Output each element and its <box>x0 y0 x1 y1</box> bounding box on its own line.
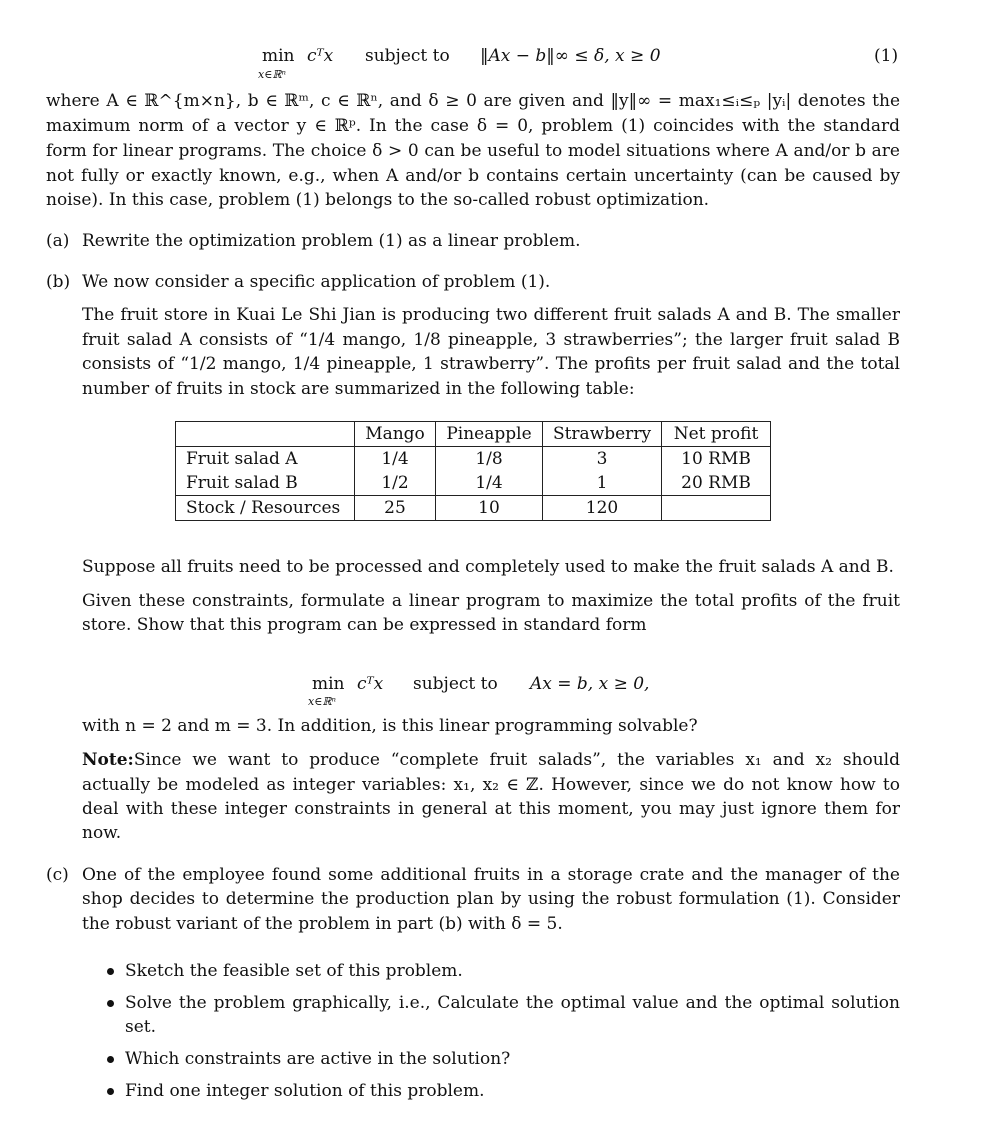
fruit-table <box>175 421 771 521</box>
part-b-label: (b) <box>46 272 71 292</box>
bullet-item: Find one integer solution of this problem. <box>125 1081 485 1101</box>
note-line: deal with these integer constraints in general at this moment, you may just ignore them for <box>82 799 900 819</box>
cell: 1/4 <box>436 471 543 496</box>
cell: 120 <box>543 496 662 521</box>
note-label: Note: <box>82 750 134 770</box>
bullet-icon <box>107 1056 114 1063</box>
min-subscript: x∈ℝⁿ <box>308 695 336 708</box>
bullet-icon <box>107 1000 114 1007</box>
cell: 20 RMB <box>662 471 771 496</box>
cell: 3 <box>543 447 662 472</box>
objective: cᵀx <box>357 674 384 694</box>
suppose-text: Suppose all fruits need to be processed and completely used to make the fruit salads A and B. <box>82 557 894 577</box>
min-subscript: x∈ℝⁿ <box>258 68 286 81</box>
row-label: Fruit salad A <box>176 447 355 472</box>
header-cell: Pineapple <box>436 422 543 447</box>
table-row <box>176 496 771 521</box>
constraint: ‖Ax − b‖∞ ≤ δ, x ≥ 0 <box>480 46 661 66</box>
note-line: now. <box>82 823 122 843</box>
intro-line: not fully or exactly known, e.g., when A and/or b contains certain uncertainty (can be caused by <box>46 166 900 186</box>
part-b-body-line: fruit salad A consists of “1/4 mango, 1/8 pineapple, 3 strawberries”; the larger fruit salad B <box>82 330 900 350</box>
constraint: Ax = b, x ≥ 0, <box>530 674 650 694</box>
with-text: with n = 2 and m = 3. In addition, is this linear programming solvable? <box>82 716 698 736</box>
intro-line: form for linear programs. The choice δ > 0 can be useful to model situations where A and/or b are <box>46 141 900 161</box>
bullet-item: Sketch the feasible set of this problem. <box>125 961 463 981</box>
cell: 1/4 <box>355 447 436 472</box>
given-line: store. Show that this program can be expressed in standard form <box>82 615 647 635</box>
row-label: Fruit salad B <box>176 471 355 496</box>
bullet-icon <box>107 1088 114 1095</box>
cell: 25 <box>355 496 436 521</box>
part-b-body-line: number of fruits in stock are summarized in the following table: <box>82 379 635 399</box>
min-operator: min <box>262 46 295 66</box>
part-c-line: the robust variant of the problem in part (b) with δ = 5. <box>82 914 563 934</box>
part-b-text: We now consider a specific application of problem (1). <box>82 272 551 292</box>
part-a-text: Rewrite the optimization problem (1) as a linear problem. <box>82 231 581 251</box>
cell: 10 <box>436 496 543 521</box>
subject-to: subject to <box>365 46 450 66</box>
equation-label: (1) <box>874 46 899 66</box>
min-operator: min <box>312 674 345 694</box>
given-line: Given these constraints, formulate a linear program to maximize the total profits of the fruit <box>82 591 900 611</box>
part-a-label: (a) <box>46 231 70 251</box>
part-b-body-line: consists of “1/2 mango, 1/4 pineapple, 1 strawberry”. The profits per fruit salad and the total <box>82 354 900 374</box>
note-text: Since we want to produce “complete fruit salads”, the variables x₁ and x₂ should <box>133 750 900 770</box>
row-label: Stock / Resources <box>176 496 355 521</box>
bullet-icon <box>107 968 114 975</box>
bullet-item: Which constraints are active in the solution? <box>125 1049 511 1069</box>
part-b-body-line: The fruit store in Kuai Le Shi Jian is producing two different fruit salads A and B. The smaller <box>82 305 900 325</box>
header-cell <box>176 422 355 447</box>
intro-line: maximum norm of a vector y ∈ ℝᵖ. In the case δ = 0, problem (1) coincides with the standard <box>46 116 900 136</box>
header-cell: Net profit <box>662 422 771 447</box>
subject-to: subject to <box>413 674 498 694</box>
table-header-row <box>176 422 771 447</box>
intro-line: noise). In this case, problem (1) belongs to the so-called robust optimization. <box>46 190 710 210</box>
table-row <box>176 447 771 472</box>
objective: cᵀx <box>307 46 334 66</box>
header-cell: Strawberry <box>543 422 662 447</box>
note-line: actually be modeled as integer variables: x₁, x₂ ∈ ℤ. However, since we do not know how to <box>82 775 900 795</box>
cell <box>662 496 771 521</box>
note-line <box>82 749 900 771</box>
part-c-label: (c) <box>46 865 69 885</box>
bullet-item-cont: set. <box>125 1017 157 1037</box>
bullet-item: Solve the problem graphically, i.e., Calculate the optimal value and the optimal solution <box>125 993 900 1013</box>
cell: 1 <box>543 471 662 496</box>
cell: 1/2 <box>355 471 436 496</box>
intro-line: where A ∈ ℝ^{m×n}, b ∈ ℝᵐ, c ∈ ℝⁿ, and δ ≥ 0 are given and ‖y‖∞ = max₁≤ᵢ≤ₚ |yᵢ| denotes the <box>46 91 900 111</box>
cell: 1/8 <box>436 447 543 472</box>
header-cell: Mango <box>355 422 436 447</box>
cell: 10 RMB <box>662 447 771 472</box>
table-row <box>176 471 771 496</box>
part-c-line: shop decides to determine the production plan by using the robust formulation (1). Consider <box>82 889 900 909</box>
part-c-line: One of the employee found some additional fruits in a storage crate and the manager of the <box>82 865 900 885</box>
